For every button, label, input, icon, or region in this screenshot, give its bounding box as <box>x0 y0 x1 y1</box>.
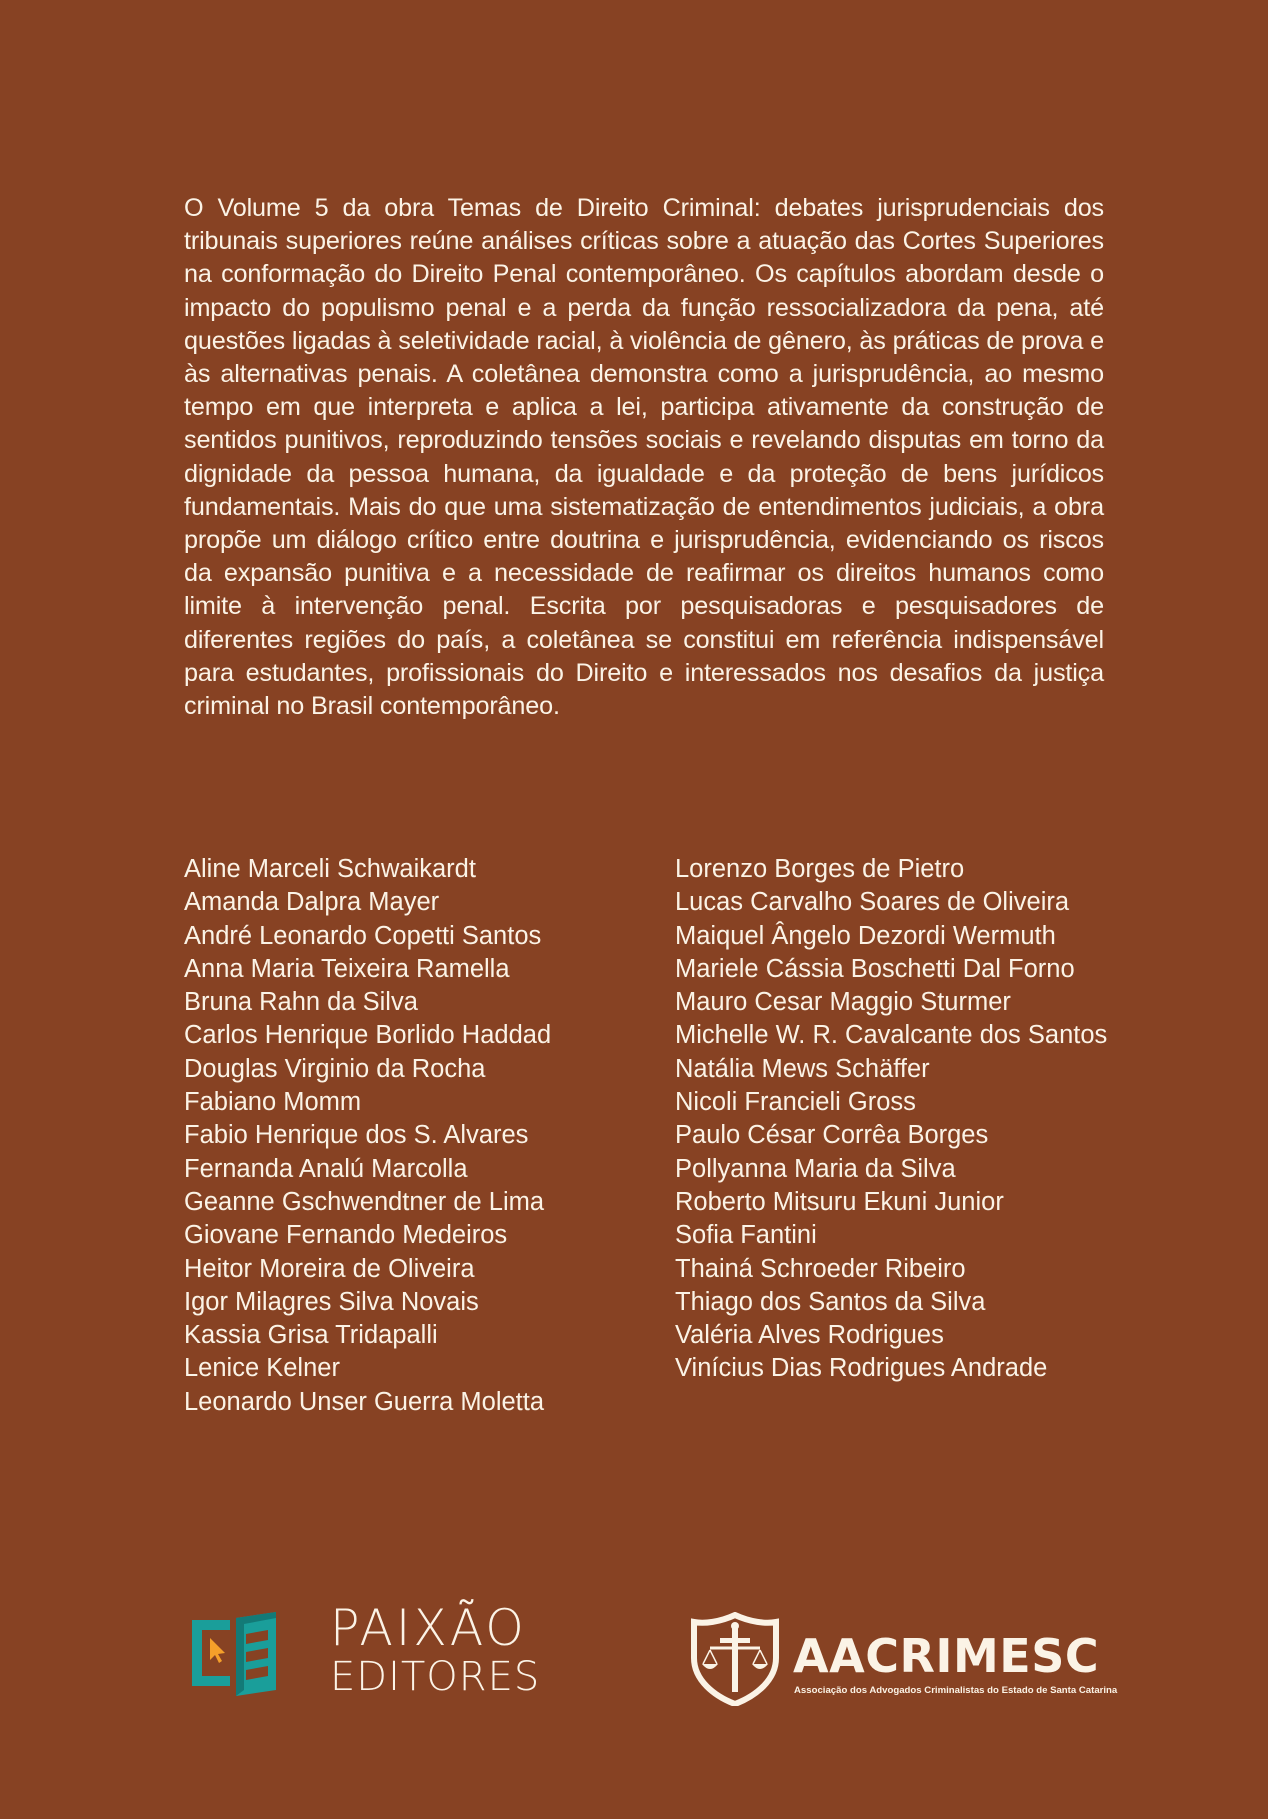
author-name: Kassia Grisa Tridapalli <box>184 1321 438 1350</box>
authors-list-right <box>675 853 1107 1386</box>
author-name: Mariele Cássia Boschetti Dal Forno <box>675 954 1075 983</box>
author-name: Valéria Alves Rodrigues <box>675 1321 944 1350</box>
author-name: Mauro Cesar Maggio Sturmer <box>675 988 1011 1017</box>
author-name: Giovane Fernando Medeiros <box>184 1221 508 1250</box>
partner-logo <box>690 1612 1118 1712</box>
author-name: Thainá Schroeder Ribeiro <box>675 1254 966 1283</box>
author-name: Thiago dos Santos da Silva <box>675 1287 986 1316</box>
author-name: Douglas Virginio da Rocha <box>184 1054 486 1083</box>
author-name: Leonardo Unser Guerra Moletta <box>184 1387 545 1416</box>
author-name: Paulo César Corrêa Borges <box>675 1121 989 1150</box>
authors-list-left <box>184 853 551 1419</box>
author-name: Pollyanna Maria da Silva <box>675 1154 956 1183</box>
author-name: Michelle W. R. Cavalcante dos Santos <box>675 1021 1108 1050</box>
publisher-name-line1: PAIXÃO <box>330 1599 527 1657</box>
author-name: Fabio Henrique dos S. Alvares <box>184 1121 529 1150</box>
partner-subtitle: Associação dos Advogados Criminalistas do Estado de Santa Catarina <box>794 1685 1118 1696</box>
author-name: Nicoli Francieli Gross <box>675 1088 916 1117</box>
author-name: Bruna Rahn da Silva <box>184 988 418 1017</box>
author-name: Vinícius Dias Rodrigues Andrade <box>675 1354 1048 1383</box>
author-name: Anna Maria Teixeira Ramella <box>184 954 510 983</box>
synopsis-paragraph: O Volume 5 da obra Temas de Direito Criminal: debates jurisprudenciais dos tribunais superiores reúne análises críticas sobre a atuação das Cortes Superiores na conformação do Direito Penal contemporâneo. Os capítulos abordam desde o impacto do populismo penal e a perda da função ressocializadora da pena, até questões ligadas à seletividade racial, à violência de gênero, às práticas de prova e às alternativas penais. A coletânea demonstra como a jurisprudência, ao mesmo tempo em que interpreta e aplica a lei, participa ativamente da construção de sentidos punitivos, reproduzindo tensões sociais e revelando disputas em torno da dignidade da pessoa humana, da igualdade e da proteção de bens jurídicos fundamentais. Mais do que uma sistematização de entendimentos judiciais, a obra propõe um diálogo crítico entre doutrina e jurisprudência, evidenciando os riscos da expansão punitiva e a necessidade de reafirmar os direitos humanos como limite à intervenção penal. Escrita por pesquisadoras e pesquisadores de diferentes regiões do país, a coletânea se constitui em referência indispensável para estudantes, profissionais do Direito e interessados nos desafios da justiça criminal no Brasil contemporâneo. <box>184 194 1104 721</box>
publisher-name-line2: EDITORES <box>330 1654 541 1700</box>
author-name: Fabiano Momm <box>184 1088 362 1117</box>
author-name: Sofia Fantini <box>675 1221 817 1250</box>
author-name: Lucas Carvalho Soares de Oliveira <box>675 888 1070 917</box>
shield-sword-scales-icon <box>690 1612 780 1706</box>
author-name: Roberto Mitsuru Ekuni Junior <box>675 1187 1004 1216</box>
author-name: Heitor Moreira de Oliveira <box>184 1254 475 1283</box>
partner-name: AACRIMESC <box>793 1629 1100 1683</box>
author-name: Igor Milagres Silva Novais <box>184 1287 479 1316</box>
author-name: Lenice Kelner <box>184 1354 340 1383</box>
publisher-logo <box>190 1600 570 1705</box>
author-name: André Leonardo Copetti Santos <box>184 921 542 950</box>
author-name: Lorenzo Borges de Pietro <box>675 855 965 883</box>
author-name: Aline Marceli Schwaikardt <box>184 855 476 883</box>
author-name: Natália Mews Schäffer <box>675 1054 930 1083</box>
author-name: Fernanda Analú Marcolla <box>184 1154 468 1183</box>
book-cursor-icon <box>190 1610 278 1696</box>
author-name: Carlos Henrique Borlido Haddad <box>184 1021 552 1050</box>
publisher-wordmark <box>330 1600 540 1698</box>
author-name: Amanda Dalpra Mayer <box>184 888 440 917</box>
author-name: Maiquel Ângelo Dezordi Wermuth <box>675 921 1056 950</box>
author-name: Geanne Gschwendtner de Lima <box>184 1187 545 1216</box>
